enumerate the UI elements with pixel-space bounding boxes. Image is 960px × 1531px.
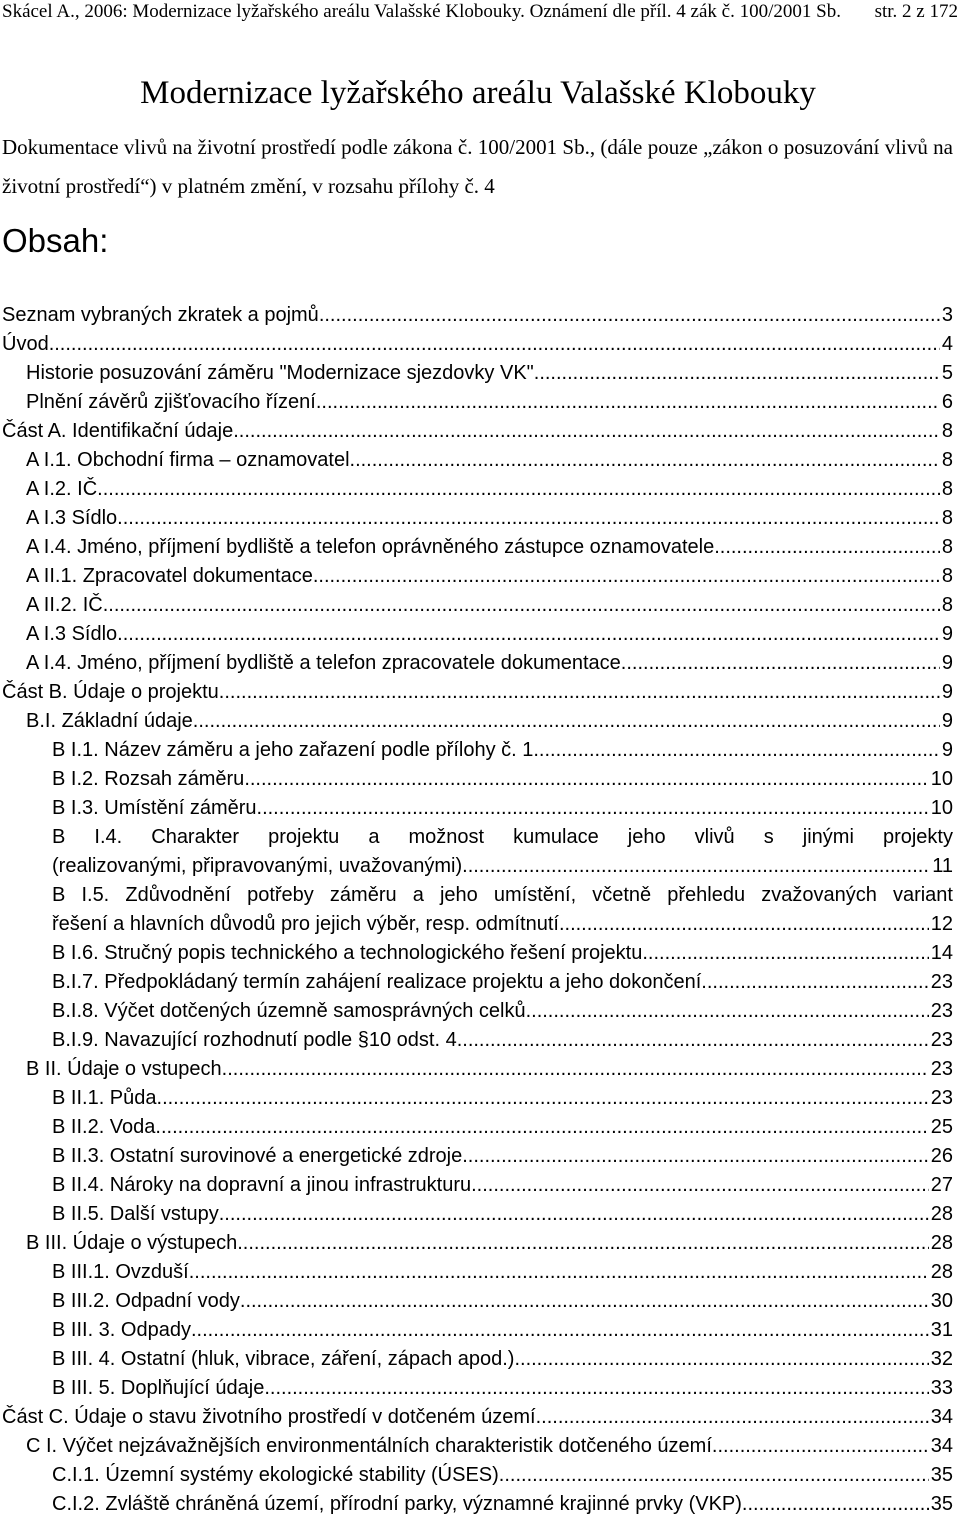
toc-entry-label: B II.4. Nároky na dopravní a jinou infrastrukturu	[52, 1174, 472, 1196]
toc-leader-dots	[155, 1113, 928, 1142]
toc-entry[interactable]	[0, 678, 953, 707]
toc-entry-label-continued: řešení a hlavních důvodů pro jejich výběr, resp. odmítnutí	[52, 913, 559, 935]
toc-entry[interactable]	[0, 1084, 953, 1113]
toc-entry-label: B I.2. Rozsah záměru	[52, 768, 245, 790]
toc-entry-page: 8	[941, 565, 953, 587]
toc-leader-dots	[701, 968, 928, 997]
toc-entry-label: B II.1. Půda	[52, 1087, 157, 1109]
toc-entry-label: B I.3. Umístění záměru	[52, 797, 257, 819]
contents-heading: Obsah:	[2, 222, 109, 259]
document-title: Modernizace lyžařského areálu Valašské Klobouky	[140, 75, 816, 111]
toc-entry-page: 28	[930, 1232, 953, 1254]
toc-leader-dots	[319, 301, 940, 330]
toc-entry[interactable]	[0, 1200, 953, 1229]
toc-leader-dots	[222, 1055, 929, 1084]
toc-entry-label: A II.1. Zpracovatel dokumentace	[26, 565, 313, 587]
toc-leader-dots	[157, 1084, 929, 1113]
toc-leader-dots	[462, 1026, 928, 1055]
toc-entry-label: Historie posuzování záměru "Modernizace sjezdovky VK"	[26, 362, 534, 384]
toc-entry[interactable]	[0, 388, 953, 417]
toc-entry-label: B.I.9. Navazující rozhodnutí podle §10 odst. 4.	[52, 1029, 463, 1051]
toc-entry-label: B III.2. Odpadní vody	[52, 1290, 240, 1312]
toc-entry[interactable]	[0, 939, 953, 968]
toc-entry-label: Seznam vybraných zkratek a pojmů	[2, 304, 319, 326]
toc-entry-page: 35	[930, 1464, 953, 1486]
toc-entry-label: B III. 5. Doplňující údaje	[52, 1377, 265, 1399]
toc-leader-dots	[526, 997, 929, 1026]
toc-leader-dots	[462, 852, 930, 881]
toc-entry[interactable]	[0, 1461, 953, 1490]
toc-entry[interactable]	[0, 1432, 953, 1461]
toc-entry-label: A I.4. Jméno, příjmení bydliště a telefon zpracovatele dokumentace	[26, 652, 621, 674]
toc-leader-dots	[189, 1258, 929, 1287]
toc-leader-dots	[257, 794, 929, 823]
toc-entry[interactable]	[0, 417, 953, 446]
toc-entry[interactable]	[0, 591, 953, 620]
toc-leader-dots	[117, 504, 940, 533]
toc-entry-label: B II. Údaje o vstupech	[26, 1058, 222, 1080]
toc-entry-label: C I. Výčet nejzávažnějších environmentálních charakteristik dotčeného území	[26, 1435, 712, 1457]
toc-entry[interactable]	[0, 1316, 953, 1345]
toc-entry[interactable]	[0, 1374, 953, 1403]
toc-entry-page: 31	[930, 1319, 953, 1341]
toc-entry-page: 25	[930, 1116, 953, 1138]
toc-entry-page: 6	[941, 391, 953, 413]
toc-entry-page: 3	[941, 304, 953, 326]
toc-entry-label: B III. Údaje o výstupech	[26, 1232, 238, 1254]
toc-leader-dots	[621, 649, 940, 678]
toc-entry-page: 11	[932, 855, 953, 877]
toc-leader-dots	[244, 765, 928, 794]
toc-entry-page: 8	[941, 420, 953, 442]
toc-entry-label: B I.6. Stručný popis technického a technologického řešení projektu	[52, 942, 643, 964]
toc-entry-page: 23	[930, 1000, 953, 1022]
toc-entry[interactable]	[0, 707, 953, 736]
toc-entry-label: C.I.1. Územní systémy ekologické stability (ÚSES)	[52, 1464, 499, 1486]
toc-entry-label: Část B. Údaje o projektu	[2, 681, 219, 703]
table-of-contents	[0, 301, 953, 1519]
toc-entry-label: B II.5. Další vstupy	[52, 1203, 219, 1225]
toc-entry-page: 26	[930, 1145, 953, 1167]
toc-entry-page: 23	[930, 971, 953, 993]
toc-entry-label: Úvod.	[2, 333, 55, 355]
toc-entry[interactable]	[0, 736, 953, 765]
toc-entry-page: 9	[941, 681, 953, 703]
toc-entry-label: B I.5. Zdůvodnění potřeby záměru a jeho umístění, včetně přehledu zvažovaných variant	[52, 884, 953, 906]
toc-leader-dots	[536, 1403, 929, 1432]
toc-leader-dots	[514, 1345, 928, 1374]
toc-entry-label: B II.2. Voda	[52, 1116, 156, 1138]
toc-entry-label: A I.2. IČ	[26, 478, 98, 500]
toc-entry-page: 10	[930, 768, 953, 790]
toc-entry-page: 5	[941, 362, 953, 384]
toc-entry-page: 28	[930, 1261, 953, 1283]
toc-entry-label: A I.1. Obchodní firma – oznamovatel	[26, 449, 350, 471]
toc-entry[interactable]	[0, 1229, 953, 1258]
toc-entry[interactable]	[0, 504, 953, 533]
toc-leader-dots	[714, 533, 940, 562]
document-subtitle: Dokumentace vlivů na životní prostředí podle zákona č. 100/2001 Sb., (dále pouze „zákon o posuzování vlivů na životní prostředí“) v platném změní, v rozsahu přílohy č. 4	[2, 135, 953, 198]
toc-entry-label: Plnění závěrů zjišťovacího řízení	[26, 391, 316, 413]
toc-entry-page: 33	[930, 1377, 953, 1399]
toc-entry[interactable]	[0, 301, 953, 330]
running-header-page: str. 2 z 172	[874, 1, 958, 22]
toc-leader-dots	[191, 1316, 929, 1345]
toc-leader-dots	[103, 591, 940, 620]
toc-entry-label: B I.4. Charakter projektu a možnost kumulace jeho vlivů s jinými projekty	[52, 826, 953, 848]
toc-entry-label: C.I.2. Zvláště chráněná území, přírodní parky, významné krajinné prvky (VKP)	[52, 1493, 742, 1515]
toc-leader-dots	[117, 620, 940, 649]
toc-entry[interactable]	[0, 1026, 953, 1055]
toc-entry[interactable]	[0, 1403, 953, 1432]
toc-entry-page: 35	[930, 1493, 953, 1515]
toc-leader-dots	[534, 359, 940, 388]
toc-entry-page: 8	[941, 507, 953, 529]
toc-entry-page: 8	[941, 478, 953, 500]
toc-entry-label: Část A. Identifikační údaje	[2, 420, 234, 442]
toc-entry[interactable]	[0, 794, 953, 823]
toc-entry-page: 28	[930, 1203, 953, 1225]
toc-entry[interactable]	[0, 330, 953, 359]
toc-entry-page: 8	[941, 536, 953, 558]
toc-entry[interactable]	[0, 823, 953, 881]
toc-entry[interactable]	[0, 881, 953, 939]
toc-leader-dots	[97, 475, 940, 504]
toc-leader-dots	[219, 678, 940, 707]
toc-entry-page: 9	[941, 739, 953, 761]
toc-entry-page: 14	[930, 942, 953, 964]
toc-entry-label: B III.1. Ovzduší	[52, 1261, 189, 1283]
toc-leader-dots	[54, 330, 940, 359]
toc-entry-label: A I.4. Jméno, příjmení bydliště a telefon oprávněného zástupce oznamovatele	[26, 536, 715, 558]
toc-entry-label: B I.1. Název záměru a jeho zařazení podle přílohy č. 1	[52, 739, 534, 761]
toc-entry-page: 12	[930, 913, 953, 935]
toc-leader-dots	[237, 1229, 929, 1258]
toc-entry[interactable]	[0, 1142, 953, 1171]
toc-leader-dots	[264, 1374, 928, 1403]
toc-leader-dots	[742, 1490, 929, 1519]
toc-entry[interactable]	[0, 1171, 953, 1200]
toc-entry[interactable]	[0, 765, 953, 794]
toc-entry[interactable]	[0, 1258, 953, 1287]
toc-leader-dots	[559, 910, 929, 939]
toc-entry[interactable]	[0, 1055, 953, 1084]
toc-entry-label: A I.3 Sídlo	[26, 623, 118, 645]
toc-entry-page: 23	[930, 1087, 953, 1109]
toc-entry-page: 23	[930, 1029, 953, 1051]
toc-entry[interactable]	[0, 562, 953, 591]
toc-leader-dots	[219, 1200, 929, 1229]
toc-entry-label: B III. 3. Odpady	[52, 1319, 191, 1341]
toc-leader-dots	[313, 562, 940, 591]
toc-leader-dots	[471, 1171, 929, 1200]
running-header	[2, 0, 958, 24]
toc-entry[interactable]	[0, 533, 953, 562]
toc-leader-dots	[462, 1142, 929, 1171]
toc-leader-dots	[499, 1461, 929, 1490]
toc-leader-dots	[642, 939, 928, 968]
toc-entry[interactable]	[0, 1490, 953, 1519]
toc-leader-dots	[316, 388, 940, 417]
toc-entry-page: 34	[930, 1435, 953, 1457]
toc-entry-page: 34	[930, 1406, 953, 1428]
toc-entry-page: 9	[941, 652, 953, 674]
toc-entry-label: B II.3. Ostatní surovinové a energetické zdroje	[52, 1145, 463, 1167]
toc-entry-page: 8	[941, 449, 953, 471]
toc-entry-label: B.I.8. Výčet dotčených územně samosprávných celků	[52, 1000, 526, 1022]
toc-entry-page: 10	[930, 797, 953, 819]
toc-entry-page: 27	[930, 1174, 953, 1196]
toc-entry[interactable]	[0, 1287, 953, 1316]
toc-entry-page: 4	[941, 333, 953, 355]
toc-entry-label-continued: (realizovanými, připravovanými, uvažovanými)	[52, 855, 463, 877]
toc-leader-dots	[712, 1432, 929, 1461]
toc-entry[interactable]	[0, 1113, 953, 1142]
toc-entry-label: B III. 4. Ostatní (hluk, vibrace, záření, zápach apod.)	[52, 1348, 515, 1370]
toc-entry-label: B.I.7. Předpokládaný termín zahájení realizace projektu a jeho dokončení	[52, 971, 702, 993]
toc-entry[interactable]	[0, 1345, 953, 1374]
running-header-text: Skácel A., 2006: Modernizace lyžařského areálu Valašské Klobouky. Oznámení dle příl. 4 zák č. 100/2001 Sb.	[2, 1, 841, 22]
toc-entry-label: A II.2. IČ	[26, 594, 103, 616]
toc-entry-page: 9	[941, 623, 953, 645]
toc-entry-page: 32	[930, 1348, 953, 1370]
toc-entry-label: A I.3 Sídlo	[26, 507, 118, 529]
toc-entry[interactable]	[0, 649, 953, 678]
toc-entry-page: 23	[930, 1058, 953, 1080]
toc-leader-dots	[193, 707, 940, 736]
toc-leader-dots	[233, 417, 940, 446]
toc-entry-page: 8	[941, 594, 953, 616]
toc-leader-dots	[240, 1287, 929, 1316]
toc-entry[interactable]	[0, 620, 953, 649]
toc-entry[interactable]	[0, 359, 953, 388]
toc-entry-label: Část C. Údaje o stavu životního prostředí v dotčeném území	[2, 1406, 536, 1428]
toc-entry[interactable]	[0, 968, 953, 997]
toc-leader-dots	[533, 736, 940, 765]
toc-entry-label: B.I. Základní údaje	[26, 710, 193, 732]
toc-entry-page: 30	[930, 1290, 953, 1312]
toc-entry[interactable]	[0, 475, 953, 504]
toc-entry[interactable]	[0, 446, 953, 475]
toc-entry-page: 9	[941, 710, 953, 732]
toc-entry[interactable]	[0, 997, 953, 1026]
toc-leader-dots	[350, 446, 940, 475]
